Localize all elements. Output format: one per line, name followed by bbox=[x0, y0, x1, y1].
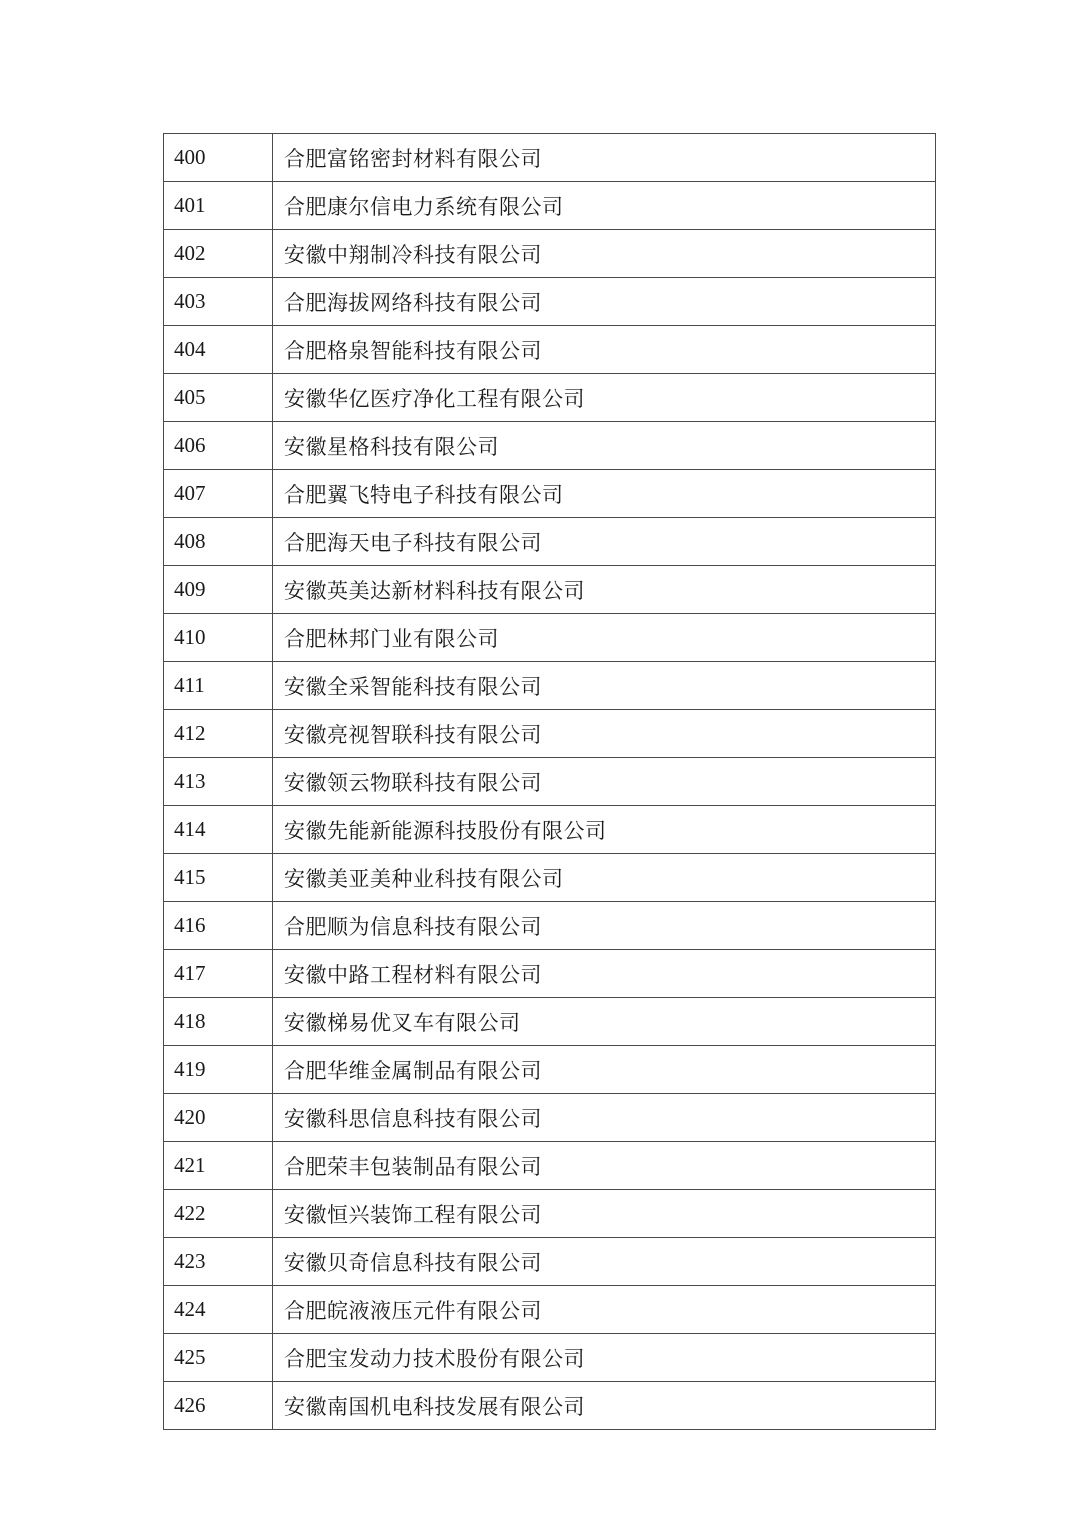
table-row bbox=[164, 1094, 936, 1142]
company-name-cell: 合肥康尔信电力系统有限公司 bbox=[273, 182, 936, 230]
row-number-cell: 404 bbox=[164, 326, 273, 374]
row-number-cell: 415 bbox=[164, 854, 273, 902]
company-name-cell: 安徽恒兴装饰工程有限公司 bbox=[273, 1190, 936, 1238]
table-row bbox=[164, 614, 936, 662]
row-number-cell: 409 bbox=[164, 566, 273, 614]
table-row bbox=[164, 662, 936, 710]
company-name-cell: 安徽英美达新材料科技有限公司 bbox=[273, 566, 936, 614]
company-name-cell: 安徽中翔制冷科技有限公司 bbox=[273, 230, 936, 278]
table-row bbox=[164, 1142, 936, 1190]
table-row bbox=[164, 566, 936, 614]
table-row bbox=[164, 470, 936, 518]
row-number-cell: 410 bbox=[164, 614, 273, 662]
row-number-cell: 400 bbox=[164, 134, 273, 182]
company-name-cell: 安徽星格科技有限公司 bbox=[273, 422, 936, 470]
company-name-cell: 合肥宝发动力技术股份有限公司 bbox=[273, 1334, 936, 1382]
row-number-cell: 413 bbox=[164, 758, 273, 806]
row-number-cell: 418 bbox=[164, 998, 273, 1046]
table-row bbox=[164, 998, 936, 1046]
row-number-cell: 423 bbox=[164, 1238, 273, 1286]
row-number-cell: 425 bbox=[164, 1334, 273, 1382]
row-number-cell: 403 bbox=[164, 278, 273, 326]
company-name-cell: 合肥格泉智能科技有限公司 bbox=[273, 326, 936, 374]
row-number-cell: 419 bbox=[164, 1046, 273, 1094]
company-name-cell: 合肥翼飞特电子科技有限公司 bbox=[273, 470, 936, 518]
row-number-cell: 408 bbox=[164, 518, 273, 566]
company-name-cell: 安徽美亚美种业科技有限公司 bbox=[273, 854, 936, 902]
row-number-cell: 426 bbox=[164, 1382, 273, 1430]
table-row bbox=[164, 758, 936, 806]
company-name-cell: 合肥海天电子科技有限公司 bbox=[273, 518, 936, 566]
row-number-cell: 421 bbox=[164, 1142, 273, 1190]
table-row bbox=[164, 182, 936, 230]
table-row bbox=[164, 950, 936, 998]
table-row bbox=[164, 278, 936, 326]
table-row bbox=[164, 422, 936, 470]
row-number-cell: 416 bbox=[164, 902, 273, 950]
company-name-cell: 合肥林邦门业有限公司 bbox=[273, 614, 936, 662]
company-name-cell: 安徽贝奇信息科技有限公司 bbox=[273, 1238, 936, 1286]
table-row bbox=[164, 1238, 936, 1286]
table-row bbox=[164, 1286, 936, 1334]
company-name-cell: 安徽先能新能源科技股份有限公司 bbox=[273, 806, 936, 854]
row-number-cell: 422 bbox=[164, 1190, 273, 1238]
row-number-cell: 402 bbox=[164, 230, 273, 278]
table-row bbox=[164, 806, 936, 854]
company-name-cell: 安徽全采智能科技有限公司 bbox=[273, 662, 936, 710]
table-row bbox=[164, 854, 936, 902]
table-row bbox=[164, 374, 936, 422]
table-row bbox=[164, 326, 936, 374]
row-number-cell: 424 bbox=[164, 1286, 273, 1334]
table-row bbox=[164, 1190, 936, 1238]
row-number-cell: 405 bbox=[164, 374, 273, 422]
company-name-cell: 安徽中路工程材料有限公司 bbox=[273, 950, 936, 998]
row-number-cell: 414 bbox=[164, 806, 273, 854]
row-number-cell: 412 bbox=[164, 710, 273, 758]
company-name-cell: 安徽亮视智联科技有限公司 bbox=[273, 710, 936, 758]
company-name-cell: 合肥荣丰包装制品有限公司 bbox=[273, 1142, 936, 1190]
company-name-cell: 合肥华维金属制品有限公司 bbox=[273, 1046, 936, 1094]
row-number-cell: 401 bbox=[164, 182, 273, 230]
company-name-cell: 安徽梯易优叉车有限公司 bbox=[273, 998, 936, 1046]
row-number-cell: 407 bbox=[164, 470, 273, 518]
row-number-cell: 420 bbox=[164, 1094, 273, 1142]
company-name-cell: 安徽科思信息科技有限公司 bbox=[273, 1094, 936, 1142]
table-row bbox=[164, 1334, 936, 1382]
company-name-cell: 安徽华亿医疗净化工程有限公司 bbox=[273, 374, 936, 422]
table-row bbox=[164, 902, 936, 950]
row-number-cell: 411 bbox=[164, 662, 273, 710]
table-row bbox=[164, 710, 936, 758]
row-number-cell: 417 bbox=[164, 950, 273, 998]
company-name-cell: 合肥皖液液压元件有限公司 bbox=[273, 1286, 936, 1334]
row-number-cell: 406 bbox=[164, 422, 273, 470]
table-row bbox=[164, 518, 936, 566]
table-row bbox=[164, 1046, 936, 1094]
table-row bbox=[164, 230, 936, 278]
company-name-cell: 合肥顺为信息科技有限公司 bbox=[273, 902, 936, 950]
company-table-body bbox=[164, 134, 936, 1430]
company-name-cell: 合肥富铭密封材料有限公司 bbox=[273, 134, 936, 182]
table-row bbox=[164, 1382, 936, 1430]
company-name-cell: 安徽南国机电科技发展有限公司 bbox=[273, 1382, 936, 1430]
company-name-cell: 安徽领云物联科技有限公司 bbox=[273, 758, 936, 806]
company-list-table bbox=[163, 133, 936, 1430]
company-name-cell: 合肥海拔网络科技有限公司 bbox=[273, 278, 936, 326]
table-row bbox=[164, 134, 936, 182]
